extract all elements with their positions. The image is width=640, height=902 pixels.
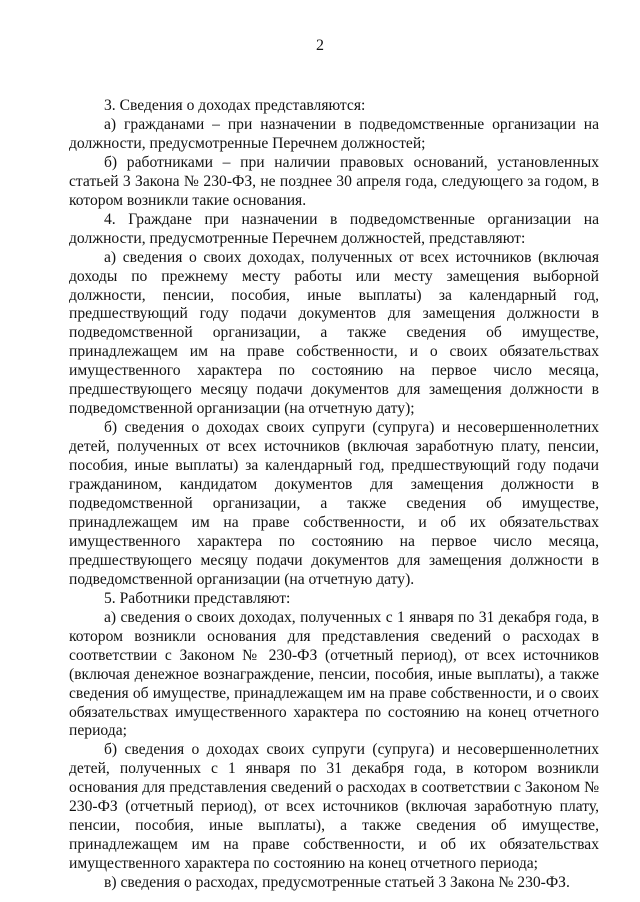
document-body [69, 97, 599, 893]
paragraph-3-heading: 3. Сведения о доходах представляются: [104, 97, 366, 114]
paragraph-5-c: в) сведения о расходах, предусмотренные статьей 3 Закона № 230-ФЗ. [104, 874, 570, 892]
paragraph-5-b: б) сведения о доходах своих супруги (супруга) и несовершеннолетних детей, полученных с 1 января по 31 декабря года, в котором возникли основания для представления сведений о расходах в соответствии с Законом № 230-ФЗ (отчетный период), от всех источников (включая заработную плату, пенсии, пособия, иные выплаты), а также сведения об имуществе, принадлежащем им на праве собственности, и об их обязательствах имущественного характера по состоянию на конец отчетного периода; [69, 741, 599, 873]
paragraph-5-a: а) сведения о своих доходах, полученных с 1 января по 31 декабря года, в котором возникли основания для представления сведений о расходах в соответствии с Законом № 230-ФЗ (отчетный период), от всех источников (включая денежное вознаграждение, пенсии, пособия, иные выплаты), а также сведения об имуществе, принадлежащем им на праве собственности, и о своих обязательствах имущественного характера по состоянию на конец отчетного периода; [69, 608, 599, 740]
paragraph-3-a: а) гражданами – при назначении в подведомственные организации на должности, предусмотренные Перечнем должностей; [69, 115, 599, 152]
paragraph-4-a: а) сведения о своих доходах, полученных от всех источников (включая доходы по прежнему месту работы или месту замещения выборной должности, пенсии, пособия, иные выплаты) за календарный год, предшествующий году подачи документов для замещения должности в подведомственной организации, а также сведения об имуществе, принадлежащем им на праве собственности, и о своих обязательствах имущественного характера по состоянию на первое число месяца, предшествующего месяцу подачи документов для замещения должности в подведомственной организации (на отчетную дату); [69, 248, 599, 418]
paragraph-3-b: б) работниками – при наличии правовых оснований, установленных статьей 3 Закона № 230-ФЗ, не позднее 30 апреля года, следующего за годом, в котором возникли такие основания. [69, 153, 599, 209]
paragraph-4-b: б) сведения о доходах своих супруги (супруга) и несовершеннолетних детей, полученных от всех источников (включая заработную плату, пенсии, пособия, иные выплаты) за календарный год, предшествующий году подачи гражданином, кандидатом документов для замещения должности в подведомственной организации, а также сведения об имуществе, принадлежащем им на праве собственности, и об их обязательствах имущественного характера по состоянию на первое число месяца, предшествующего месяцу подачи документов для замещения должности в подведомственной организации (на отчетную дату). [69, 419, 599, 588]
paragraph-5-heading: 5. Работники представляют: [104, 589, 291, 607]
paragraph-4-heading: 4. Граждане при назначении в подведомственные организации на должности, предусмотренные Перечнем должностей, представляют: [69, 210, 599, 247]
page-number: 2 [316, 37, 324, 54]
